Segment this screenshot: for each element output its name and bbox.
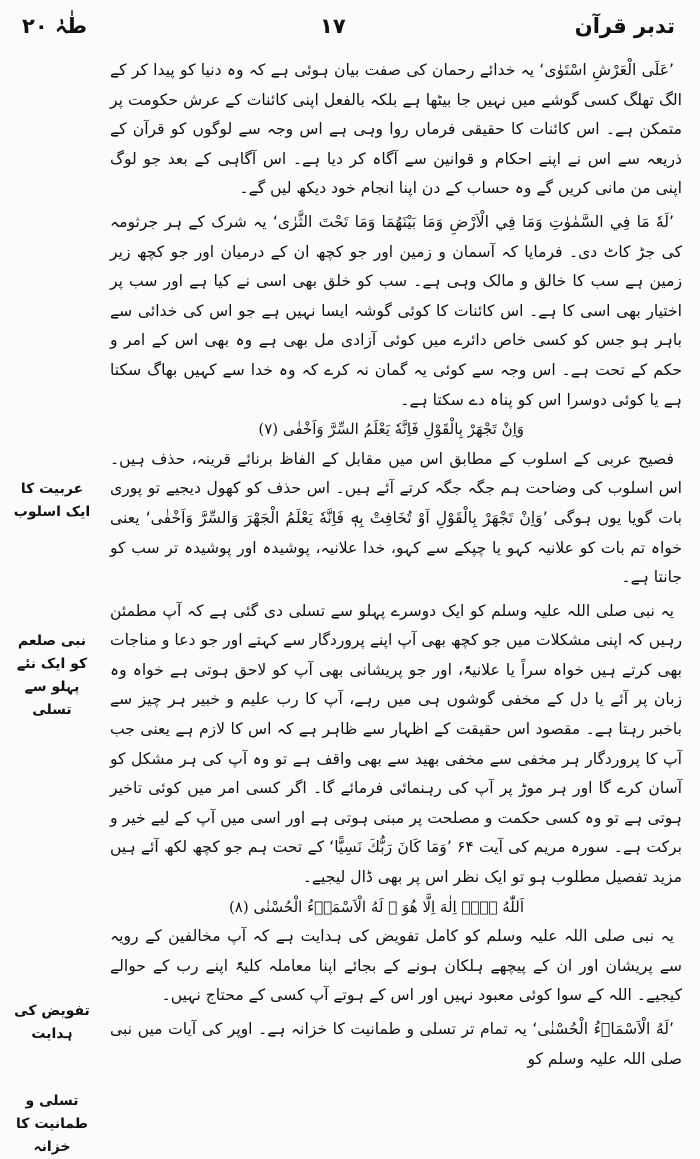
side-note-treasure: تسلی و طمانیت کا خزانہ — [16, 1093, 88, 1155]
paragraph-lahu-ma-fis-samawat: ’لَهٗ مَا فِي السَّمٰوٰتِ وَمَا فِي الْاَرْضِ وَمَا بَيْنَهُمَا وَمَا تَحْتَ الثَّرٰى‘ یہ شرک کے ہر جرثومہ کی جڑ کاٹ دی۔ فرمایا کہ آسمان و زمین اور جو کچھ ان کے درمیان اور جو کچھ زیر زمین ہے سب کا خالق و مالک وہی ہے۔ سب کو خلق بھی اسی نے کیا ہے اور سب پر اختیار بھی اسی کا ہے۔ اس کائنات کا کوئی گوشہ ایسا نہیں ہے جو اس کی خدائی سے باہر ہو جس کو کسی خاص دائرے میں کوئی آزادی مل بھی ہے وہ بھی اس کے امر و حکم کے تحت ہے۔ اس وجہ سے کوئی یہ گمان نہ کرے کہ وہ خدا سے کہیں بھاگ سکتا ہے یا کوئی دوسرا اس کو پناہ دے سکتا ہے۔ — [110, 212, 682, 409]
running-header — [0, 6, 700, 50]
paragraph-arabic-style: فصیح عربی کے اسلوب کے مطابق اس میں مقابل کے الفاظ برنائے قرینہ، حذف ہیں۔ اس اسلوب کی وضاحت ہم جگہ جگہ کرتے آئے ہیں۔ اس حذف کو کھول دیجیے تو پوری بات گویا یوں ہوگی ’وَاِنْ تَجْهَرْ بِالْقَوْلِ اَوْ تُخَافِتْ بِهٖ فَاِنَّهٗ يَعْلَمُ الْجَهْرَ وَالسِّرَّ وَاَخْفٰى‘ یعنی خواہ تم بات کو علانیہ کہو یا چپکے سے کہو، خدا علانیہ، پوشیدہ اور پوشیدہ تر سب کو جانتا ہے۔ — [110, 449, 682, 587]
side-note-tafweez: تفویض کی ہدایت — [14, 1003, 90, 1042]
paragraph-consolation: یہ نبی صلی اللہ علیہ وسلم کو ایک دوسرے پہلو سے تسلی دی گئی ہے کہ آپ مطمئن رہیں کہ اپنی مشکلات میں جو کچھ بھی آپ اپنے پروردگار سے کہتے اور جو دعا و مناجات بھی کرتے ہیں خواہ سراً یا علانیۃً، اور جو پریشانی بھی آپ کو لاحق ہوتی ہے خواہ وہ زبان پر آئے یا دل کے مخفی گوشوں ہی میں رہے، آپ کا رب علیم و خبیر ہر چیز سے باخبر رہتا ہے۔ مقصود اس حقیقت کے اظہار سے ظاہر ہے کہ اس کا لازم ہے یعنی جب آپ کا پروردگار ہر مخفی سے مخفی بھید سے بھی واقف ہے تو وہ آپ کی ہر مشکل کو آسان کرے گا اور ہر موڑ پر آپ کی رہنمائی فرمائے گا۔ اگر کسی امر میں کوئی تاخیر ہوتی ہے تو وہ کسی حکمت و مصلحت پر مبنی ہوتی ہے اور اسی میں آپ کے لیے خیر و برکت ہے۔ سورہ مریم کی آیت ۶۴ ’وَمَا كَانَ رَبُّكَ نَسِيًّا‘ کے تحت ہم جو کچھ لکھ آئے ہیں مزید تفصیل مطلوب ہو تو ایک نظر اس پر بھی ڈال لیجیے۔ — [110, 601, 682, 887]
side-note-consolation: نبی صلعم کو ایک نئے پہلو سے تسلی — [16, 633, 88, 718]
surah-reference: طٰہٰ ۲۰ — [22, 14, 88, 38]
quran-verse-8: اَللّٰهُ لَاۤ اِلٰهَ اِلَّا هُوَ ۭ لَهُ الْاَسْمَاۗءُ الْحُسْنٰى (۸) — [228, 897, 524, 916]
book-title: تدبر قرآن — [574, 14, 675, 38]
commentary-body — [110, 56, 682, 1074]
quran-verse-7: وَاِنْ تَجْهَرْ بِالْقَوْلِ فَاِنَّهٗ يَعْلَمُ السِّرَّ وَاَخْفٰى (۷) — [258, 420, 524, 439]
side-note-arabic-style: عربیت کا ایک اسلوب — [13, 481, 91, 520]
paragraph-tafweez: یہ نبی صلی اللہ علیہ وسلم کو کامل تفویض کی ہدایت ہے کہ آپ مخالفین کے رویہ سے پریشان اور ان کے پیچھے ہلکان ہونے کے بجائے اپنا معاملہ کلیۃً اپنے رب کے حوالے کیجیے۔ اللہ کے سوا کوئی معبود نہیں اور اس کے ہوتے آپ کسی کے محتاج نہیں۔ — [110, 927, 682, 1005]
page-number: ١٧ — [320, 14, 346, 38]
paragraph-asma-husna: ’لَهُ الْاَسْمَاۗءُ الْحُسْنٰى‘ یہ تمام تر تسلی و طمانیت کا خزانہ ہے۔ اوپر کی آیات میں نبی صلی اللہ علیہ وسلم کو — [110, 1020, 682, 1068]
paragraph-istawa: ’عَلَى الْعَرْشِ اسْتَوٰی‘ یہ خدائے رحمان کی صفت بیان ہوئی ہے کہ وہ دنیا کو پیدا کر کے الگ تھلگ کسی گوشے میں نہیں جا بیٹھا ہے بلکہ بالفعل اپنی کائنات کے عرش حکومت پر متمکن ہے۔ اس کائنات کا حقیقی فرماں روا وہی ہے اس وجہ سے لوگوں کو قرآن کے ذریعہ سے اس نے اپنے احکام و قوانین سے آگاہ کر دیا ہے۔ اس آگاہی کے بعد جو لوگ اپنی من مانی کریں گے وہ حساب کے دن اپنا انجام خود دیکھ لیں گے۔ — [110, 61, 682, 198]
